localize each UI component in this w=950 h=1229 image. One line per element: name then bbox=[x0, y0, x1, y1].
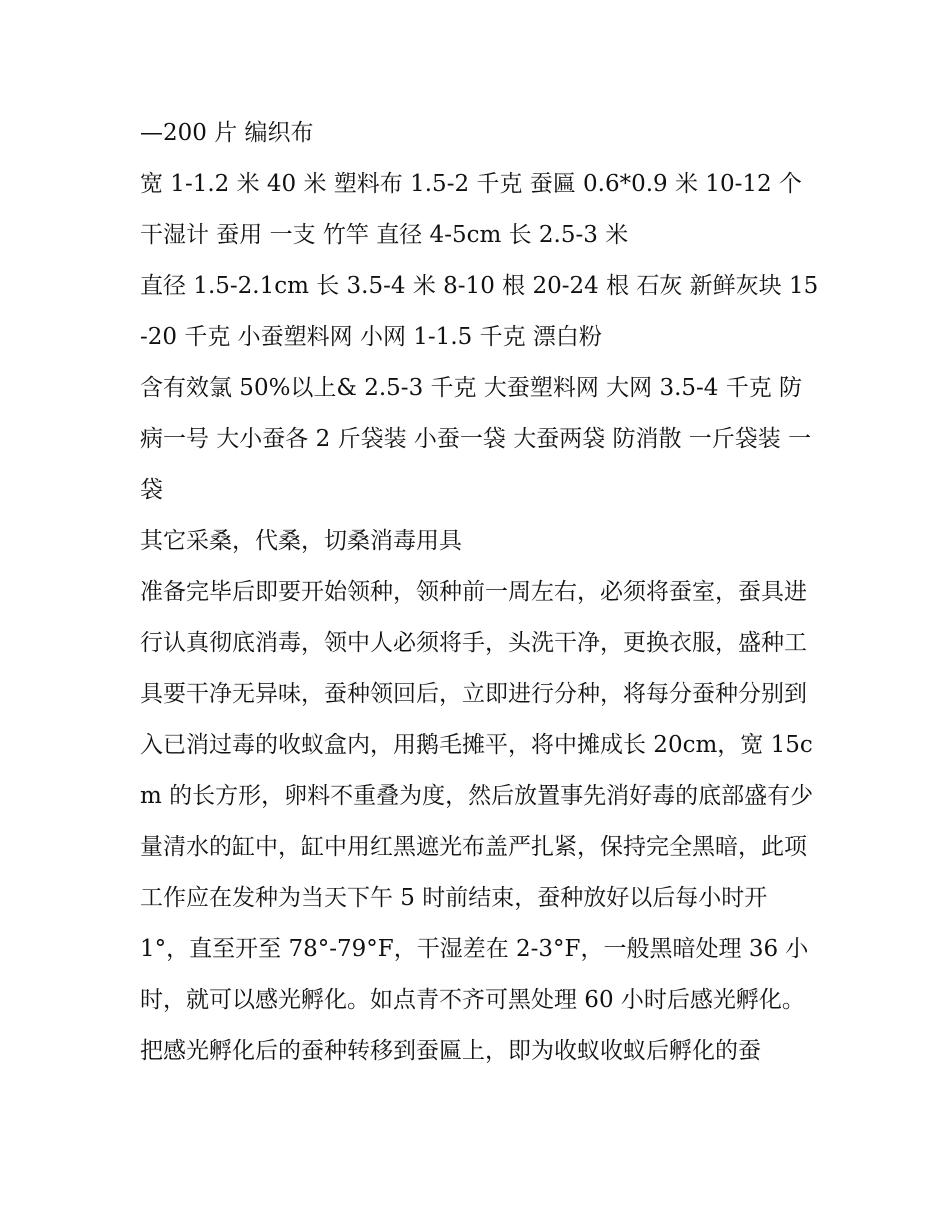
paragraph-5: 其它采桑，代桑，切桑消毒用具 bbox=[140, 528, 462, 554]
paragraph-4: 含有效氯 50%以上& 2.5-3 千克 大蚕塑料网 大网 3.5-4 千克 防病一号 大小蚕各 2 斤袋装 小蚕一袋 大蚕两袋 防消散 一斤袋装 一袋 bbox=[140, 375, 812, 503]
paragraph-1: —200 片 编织布 bbox=[140, 120, 314, 146]
paragraph-3: 直径 1.5-2.1cm 长 3.5-4 米 8-10 根 20-24 根 石灰 新鲜灰块 15-20 千克 小蚕塑料网 小网 1-1.5 千克 漂白粉 bbox=[140, 273, 819, 350]
document-body bbox=[140, 108, 820, 1077]
paragraph-7: 把感光孵化后的蚕种转移到蚕匾上，即为收蚁收蚁后孵化的蚕 bbox=[140, 1038, 761, 1064]
paragraph-2: 宽 1-1.2 米 40 米 塑料布 1.5-2 千克 蚕匾 0.6*0.9 米 10-12 个 干湿计 蚕用 一支 竹竿 直径 4-5cm 长 2.5-3 米 bbox=[140, 171, 802, 248]
paragraph-6: 准备完毕后即要开始领种，领种前一周左右，必须将蚕室，蚕具进行认真彻底消毒，领中人必须将手，头洗干净，更换衣服，盛种工具要干净无异味，蚕种领回后，立即进行分种，将每分蚕种分别到入已消过毒的收蚁盒内，用鹅毛摊平，将中摊成长 20cm，宽 15cm 的长方形，卵料不重叠为度，然后放置事先消好毒的底部盛有少量清水的缸中，缸中用红黑遮光布盖严扎紧，保持完全黑暗，此项工作应在发种为当天下午 5 时前结束，蚕种放好以后每小时开 1°，直至开至 78°-79°F，干湿差在 2-3°F，一般黑暗处理 36 小时，就可以感光孵化。如点青不齐可黑处理 60 小时后感光孵化。 bbox=[140, 579, 814, 1013]
